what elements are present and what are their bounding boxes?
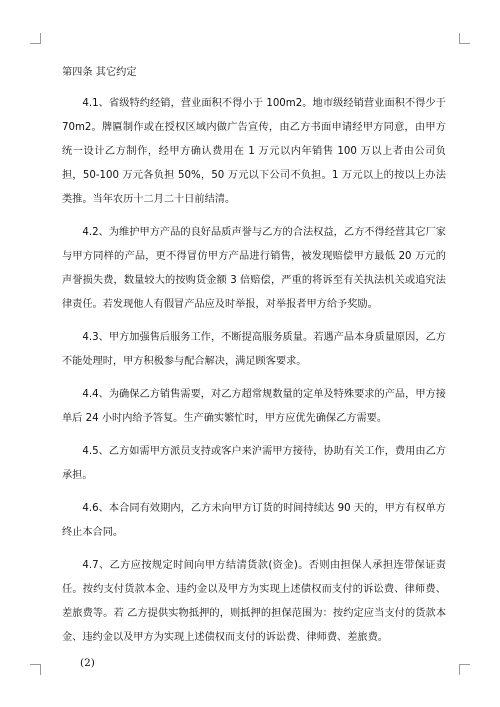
clause-4-3: 4.3、甲方加强售后服务工作，不断提高服务质量。若遇产品本身质量原因，乙方不能处理时，甲方积极参与配合解决，满足顾客要求。: [62, 332, 446, 367]
clause-4-2: 4.2、为维护甲方产品的良好品质声誉与乙方的合法权益，乙方不得经营其它厂家与甲方同样的产品，更不得冒仿甲方产品进行销售，被发现赔偿甲方最低 20 万元的声誉损失费，数量较大的按购货金额 3 倍赔偿，严重的将诉至有关执法机关或追究法律责任。若发现他人有假冒产品应及时举报，对举报者甲方给予奖励。: [62, 227, 446, 310]
crop-mark-top-left: [30, 33, 41, 44]
section-heading: 第四条 其它约定: [62, 67, 137, 78]
clause-4-5: 4.5、乙方如需甲方派员支持或客户来沪需甲方接待，协助有关工作，费用由乙方承担。: [62, 446, 446, 481]
clause-4-4: 4.4、为确保乙方销售需要，对乙方超常规数量的定单及特殊要求的产品，甲方接单后 24 小时内给予答复。生产确实繁忙时，甲方应优先确保乙方需要。: [62, 389, 446, 424]
clause-4-6: 4.6、本合同有效期内，乙方未向甲方订货的时间持续达 90 天的，甲方有权单方终止本合同。: [62, 503, 446, 538]
clause-4-1: 4.1、省级特约经销，营业面积不得小于 100m2。地市级经销营业面积不得少于 70m2。牌匾制作或在授权区域内做广告宣传，由乙方书面申请经甲方同意，由甲方统一设计乙方制作，经甲方确认费用在 1 万元以内年销售 100 万以上者由公司负担，50-100 万元各负担 50%，50 万元以下公司不负担。1 万元以上的按以上办法类推。当年农历十二月二十日前结清。: [62, 98, 446, 205]
crop-mark-bottom-left: [30, 664, 41, 675]
page-marker: (2): [80, 657, 95, 669]
clause-4-7: 4.7、乙方应按规定时间向甲方结清货款(资金)。否则由担保人承担连带保证责任。按约支付货款本金、违约金以及甲方为实现上述债权而支付的诉讼费、律师费、差旅费等。若 乙方提供实物抵押的，则抵押的担保范围为：按约定应当支付的货款本金、违约金以及甲方为实现上述债权而支付的诉讼费、律师费、差旅费。: [62, 560, 446, 643]
crop-mark-top-right: [459, 33, 470, 44]
crop-mark-bottom-right: [459, 664, 470, 675]
document-body: [62, 66, 446, 670]
